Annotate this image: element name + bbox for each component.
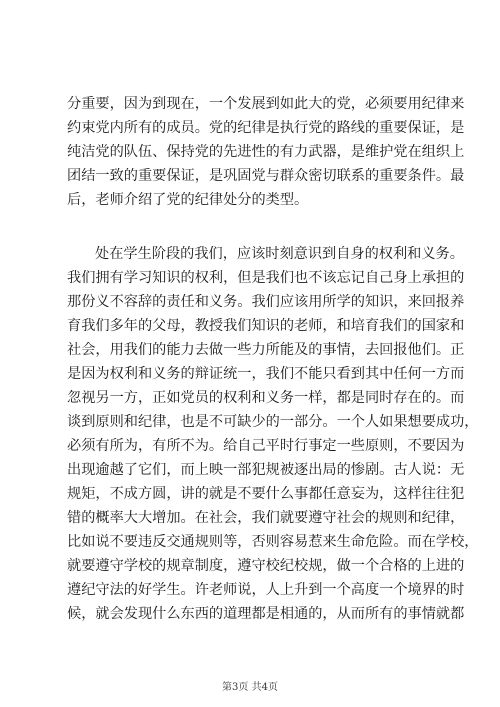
paragraph-2-line-15: 遵纪守法的好学生。许老师说，人上升到一个高度一个境界的时 xyxy=(67,582,465,598)
paragraph-2-line-11: 规矩，不成方圆，讲的就是不要什么事都任意妄为，这样往往犯 xyxy=(67,486,465,502)
page-number-label: 第3页 共4页 xyxy=(222,682,278,693)
paragraph-2-line-6: 是因为权利和义务的辩证统一，我们不能只看到其中任何一方而 xyxy=(67,366,465,382)
paragraph-2-line-14: 就要遵守学校的规章制度，遵守校纪校规，做一个合格的上进的 xyxy=(67,558,465,574)
paragraph-2-line-16: 候，就会发现什么东西的道理都是相通的，从而所有的事情就都 xyxy=(67,606,465,622)
paragraph-2-line-10: 出现逾越了它们，而上映一部犯规被逐出局的惨剧。古人说：无 xyxy=(67,462,465,478)
paragraph-2-line-3: 那份义不容辞的责任和义务。我们应该用所学的知识，来回报养 xyxy=(67,294,465,310)
paragraph-2-line-2: 我们拥有学习知识的权利，但是我们也不该忘记自己身上承担的 xyxy=(67,270,465,286)
paragraph-2-line-12: 错的概率大大增加。在社会，我们就要遵守社会的规则和纪律， xyxy=(67,510,465,526)
paragraph-2-line-7: 忽视另一方，正如党员的权利和义务一样，都是同时存在的。而 xyxy=(67,390,465,406)
paragraph-2-line-13: 比如说不要违反交通规则等，否则容易惹来生命危险。而在学校， xyxy=(67,534,479,550)
paragraph-2-line-4: 育我们多年的父母，教授我们知识的老师，和培育我们的国家和 xyxy=(67,318,465,334)
paragraph-1-line-5: 后，老师介绍了党的纪律处分的类型。 xyxy=(67,192,309,208)
paragraph-2-line-8: 谈到原则和纪律，也是不可缺少的一部分。一个人如果想要成功， xyxy=(67,414,479,430)
paragraph-1-line-3: 纯洁党的队伍、保持党的先进性的有力武器，是维护党在组织上 xyxy=(67,144,465,160)
paragraph-1-line-4: 团结一致的重要保证，是巩固党与群众密切联系的重要条件。最 xyxy=(67,168,465,184)
paragraph-2-line-1: 处在学生阶段的我们，应该时刻意识到自身的权利和义务。 xyxy=(95,246,464,262)
paragraph-1-line-2: 约束党内所有的成员。党的纪律是执行党的路线的重要保证，是 xyxy=(67,120,465,136)
paragraph-2-line-9: 必须有所为，有所不为。给自己平时行事定一些原则，不要因为 xyxy=(67,438,465,454)
page-footer xyxy=(0,678,500,693)
paragraph-2-line-5: 社会，用我们的能力去做一些力所能及的事情，去回报他们。正 xyxy=(67,342,465,358)
paragraph-1-line-1: 分重要，因为到现在，一个发展到如此大的党，必须要用纪律来 xyxy=(67,96,465,112)
